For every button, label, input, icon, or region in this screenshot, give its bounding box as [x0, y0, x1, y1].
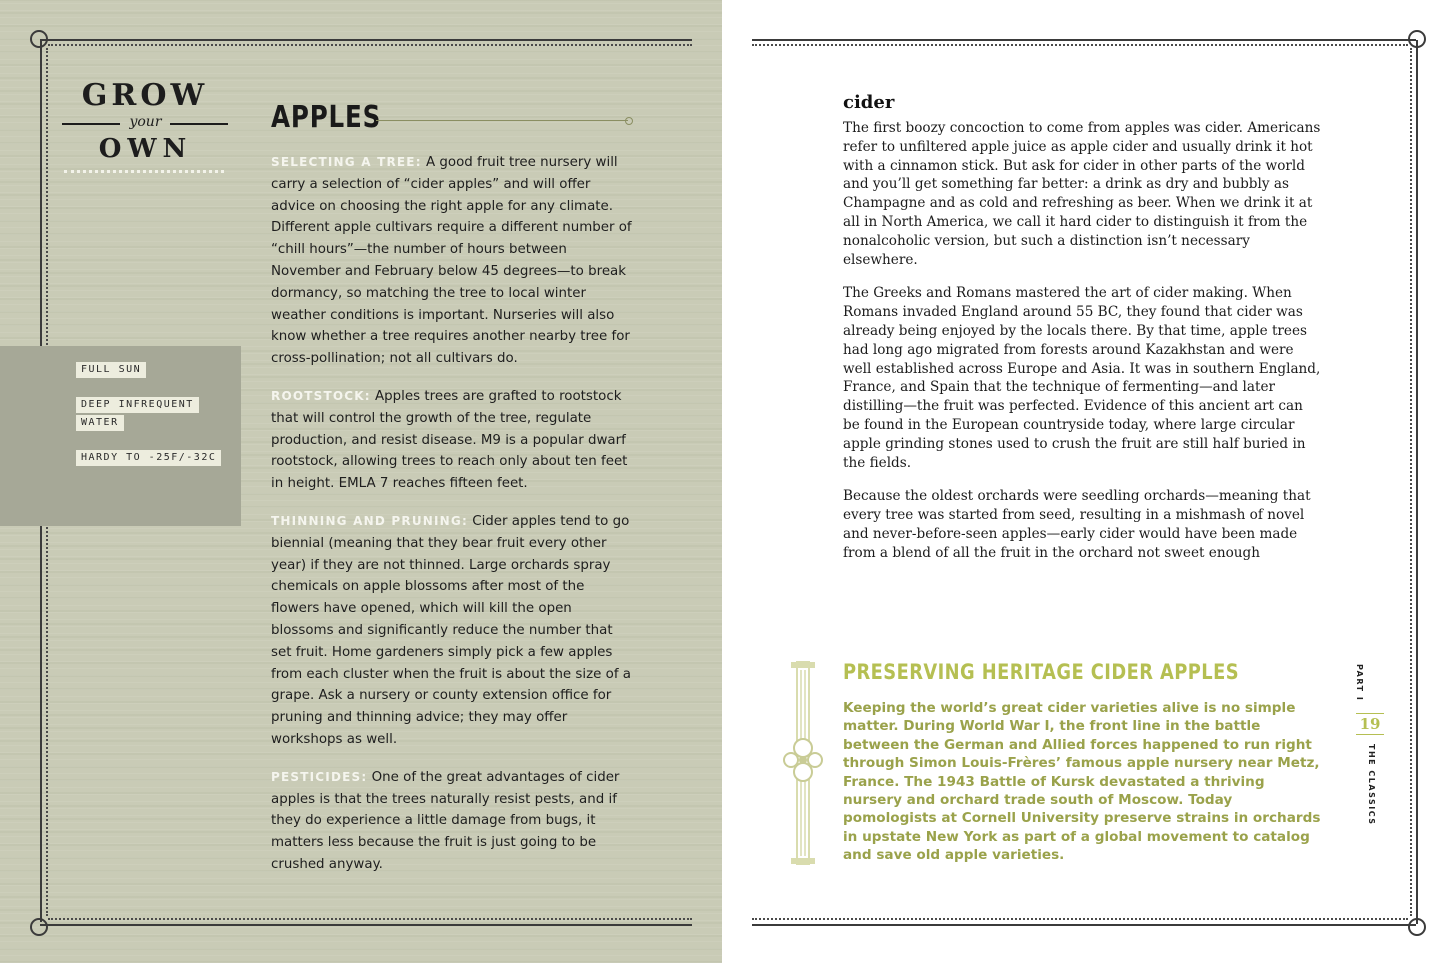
title-rule-dot [625, 117, 633, 125]
corner-ornament-top-right [1408, 30, 1426, 48]
tag-hardiness: HARDY TO -25F/-32C [76, 450, 221, 466]
right-frame-top [752, 39, 1416, 41]
grow-your-own-logo [58, 70, 233, 190]
section-text: Cider apples tend to go biennial (meaning that they bear fruit every other year) if they are not thinned. Large orchards spray chemicals on apple blossoms after most of the flowers have opened, which will kill the open blossoms and significantly reduce the number that set fruit. Home gardeners simply pick a few apples from each cluster when the fruit is about the size of a grape. Ask a nursery or county extension office for pruning and thinning advice; they may offer workshops as well. [271, 513, 632, 747]
page-number: 19 [1356, 713, 1384, 735]
cider-article [843, 119, 1323, 578]
logo-word-grow: GROW [81, 78, 209, 113]
apple-blossom-pillar-ornament [783, 660, 823, 866]
section-lead: ROOTSTOCK: [271, 388, 371, 403]
left-frame-bottom [40, 924, 692, 926]
right-frame-top-dots [752, 44, 1408, 46]
logo-word-own: OWN [98, 134, 193, 164]
article-paragraph: The Greeks and Romans mastered the art of cider making. When Romans invaded England around 55 BC, they found that cider was already being enjoyed by the locals there. By that time, apple trees had long ago migrated from forests around Kazakhstan and were well established across Europe and Asia. It was in southern England, France, and Spain that the technique of fermenting—and later distilling—the fruit was perfected. Evidence of this ancient art can be found in the European countryside today, where large circular apple grinding stones used to crush the fruit are still half buried in the fields. [843, 285, 1321, 471]
section-thinning [271, 511, 635, 751]
corner-ornament-top-left [30, 30, 48, 48]
section-text: A good fruit tree nursery will carry a selection of “cider apples” and will offer advice on choosing the right apple for any climate. Different apple cultivars require a different number of “chill hours”—the number of hours between November and February below 45 degrees—to break dormancy, so matching the tree to local winter weather conditions is important. Nurseries will also know whether a tree requires another nearby tree for cross-pollination; not all cultivars do. [271, 155, 632, 367]
right-frame-bottom [752, 924, 1416, 926]
tag-sun: FULL SUN [76, 362, 146, 378]
logo-dotted-rule [64, 170, 224, 173]
sidebar-title: PRESERVING HERITAGE CIDER APPLES [843, 660, 1239, 684]
tag-water-1: DEEP INFREQUENT [76, 397, 199, 413]
section-selecting [271, 152, 635, 370]
right-frame-side [1416, 40, 1418, 924]
left-frame-top [40, 39, 692, 41]
left-page [0, 0, 722, 963]
section-rootstock [271, 386, 635, 495]
growing-instructions [271, 152, 635, 892]
right-frame-side-dots [1410, 48, 1412, 916]
logo-word-your: your [129, 114, 162, 130]
left-frame-bottom-dots [48, 918, 692, 920]
corner-ornament-bottom-left [30, 918, 48, 936]
article-paragraph: The first boozy concoction to come from apples was cider. Americans refer to unfiltered apple juice as apple cider and usually drink it hot with a cinnamon stick. But ask for cider in other parts of the world and you’ll get something far better: a drink as dry and bubbly as Champagne and as cold and refreshing as beer. When we drink it at all in North America, we call it hard cider to distinguish it from the nonalcoholic version, but such a distinction isn’t necessary elsewhere. [843, 120, 1321, 268]
section-lead: THINNING AND PRUNING: [271, 513, 468, 528]
article-paragraph: Because the oldest orchards were seedling orchards—meaning that every tree was started from seed, resulting in a mishmash of novel and never-before-seen apples—early cider would have been made from a blend of all the fruit in the orchard not sweet enough [843, 488, 1311, 561]
section-text: One of the great advantages of cider apples is that the trees naturally resist pests, and if they do experience a little damage from bugs, it matters less because the fruit is just going to be crushed anyway. [271, 769, 620, 872]
tag-water-2: WATER [76, 415, 124, 431]
title-rule [376, 120, 628, 121]
section-lead: SELECTING A TREE: [271, 155, 422, 169]
running-head-section: THE CLASSICS [1367, 744, 1376, 826]
logo-arrow-right [170, 123, 228, 125]
growing-info-band [0, 346, 241, 526]
sidebar-text: Keeping the world’s great cider varieties alive is no simple matter. During World War I, the front line in the battle between the German and Allied forces happened to run right through Simon Louis-Frères’ famous apple nursery near Metz, France. The 1943 Battle of Kursk devastated a thriving nursery and orchard trade south of Moscow. Today pomologists at Cornell University preserve strains in orchards in upstate New York as part of a global movement to catalog and save old apple varieties. [843, 700, 1321, 864]
running-head-part: PART I [1355, 664, 1364, 702]
section-text: Apples trees are grafted to rootstock that will control the growth of the tree, regulate production, and resist disease. M9 is a popular dwarf rootstock, allowing trees to reach only about ten feet in height. EMLA 7 reaches fifteen feet. [271, 388, 628, 492]
right-frame-bottom-dots [752, 918, 1408, 920]
corner-ornament-bottom-right [1408, 918, 1426, 936]
page-title: APPLES [271, 100, 382, 135]
section-lead: PESTICIDES: [271, 769, 368, 784]
section-pesticides [271, 767, 635, 876]
section-heading-cider: cider [843, 92, 895, 113]
left-frame-top-dots [48, 44, 692, 46]
